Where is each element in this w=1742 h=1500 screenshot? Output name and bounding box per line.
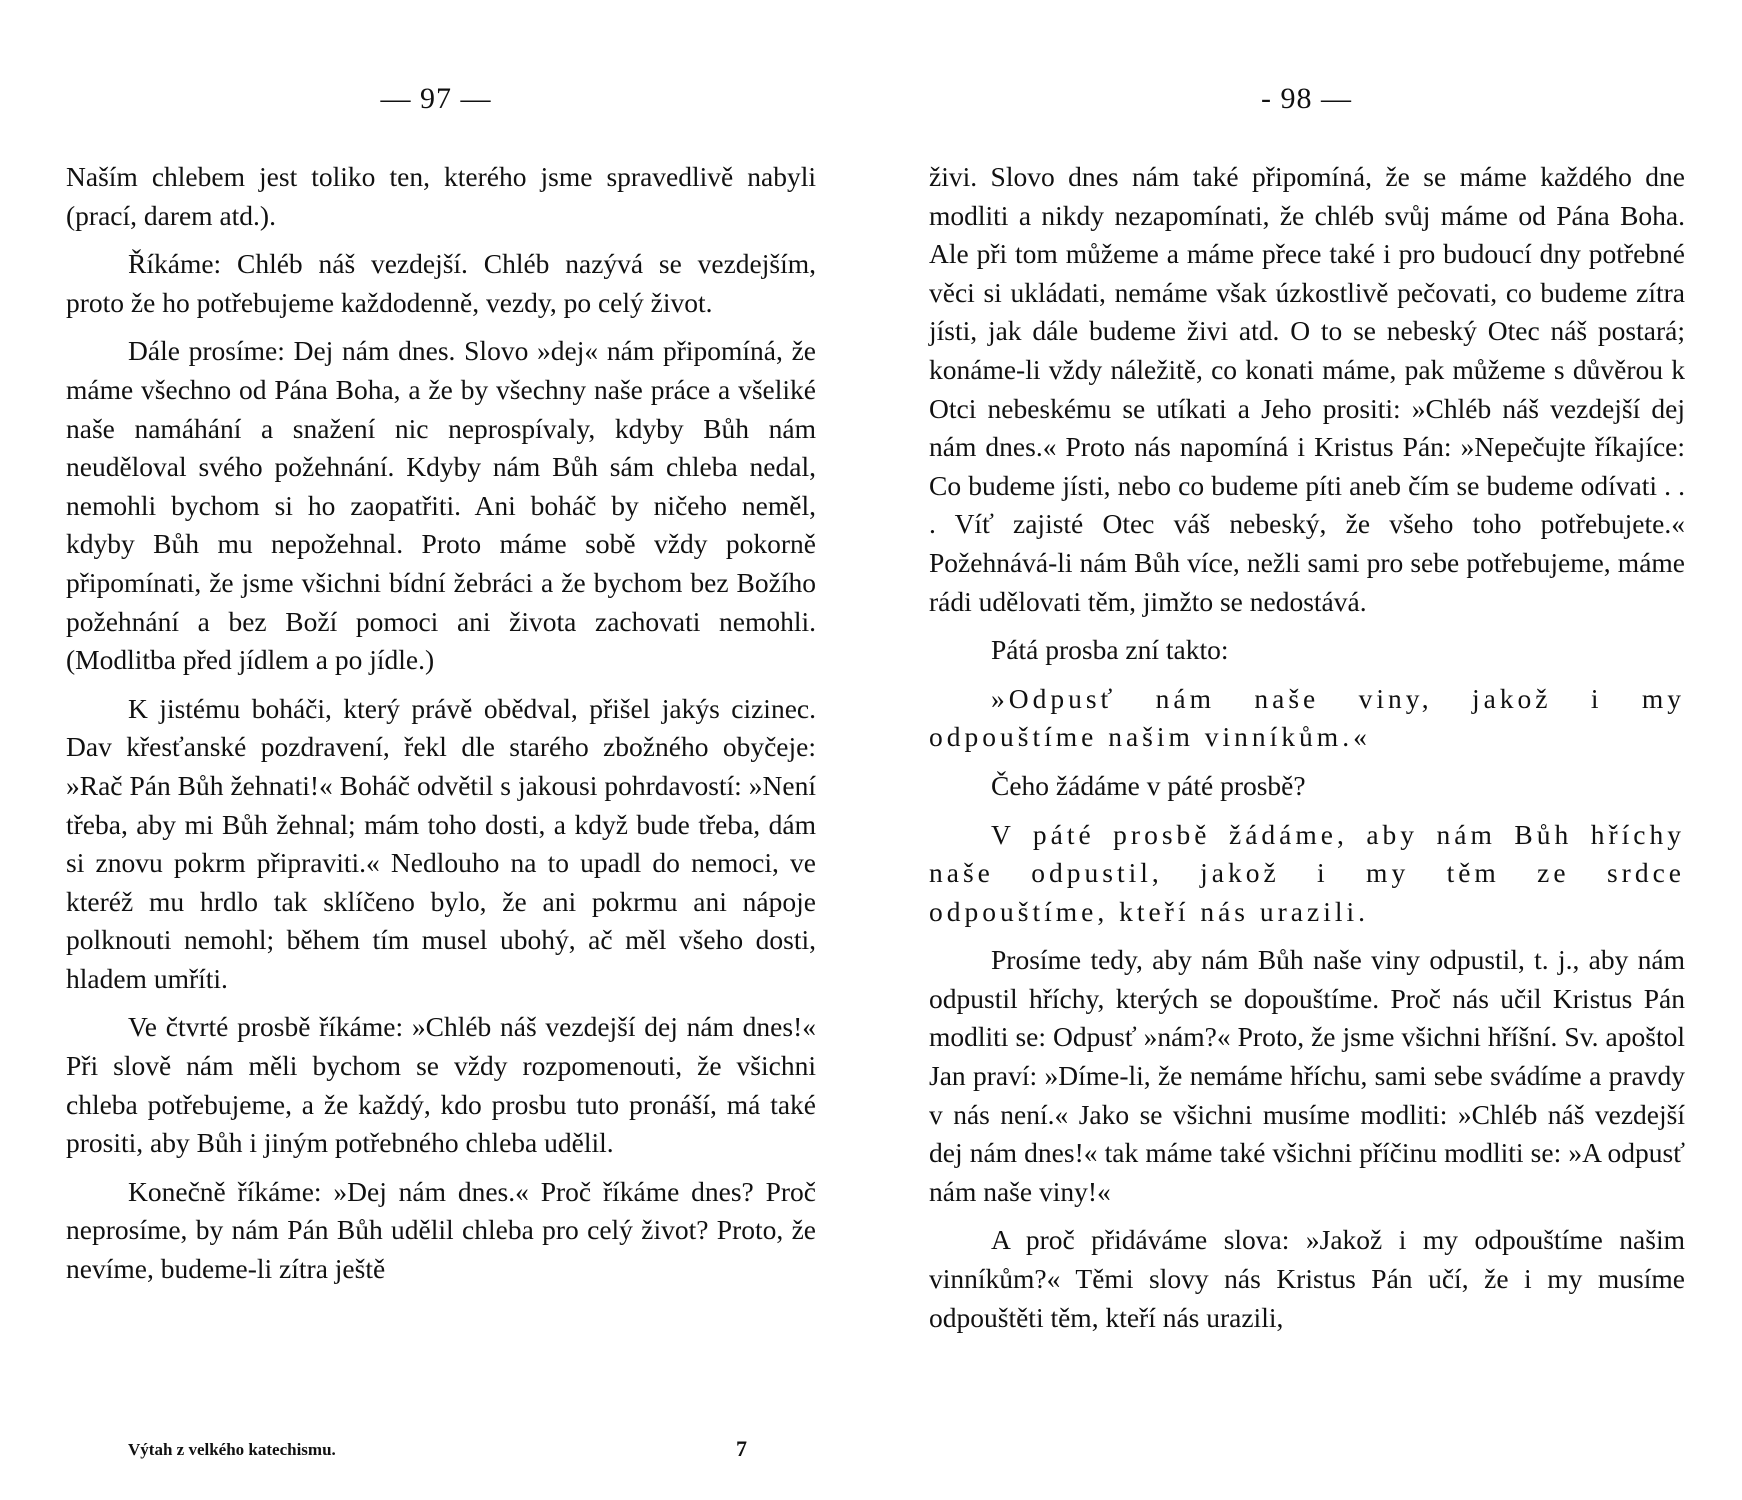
right-page (871, 0, 1742, 1500)
paragraph: Pátá prosba zní takto: (991, 634, 1229, 666)
paragraph: Čeho žádáme v páté prosbě? (991, 769, 1306, 801)
paragraph: V páté prosbě žádáme, aby nám Bůh hříchy naše odpustil, jakož i my těm ze srdce odpouštíme, kteří nás urazili. (929, 818, 1685, 927)
footer-title: Výtah z velkého katechismu. (128, 1440, 336, 1459)
page-number: - 98 — (1261, 82, 1352, 115)
paragraph: Konečně říkáme: »Dej nám dnes.« Proč říkáme dnes? Proč neprosíme, by nám Pán Bůh udělil chleba pro celý život? Proto, že nevíme, budeme-li zítra ještě (66, 1175, 816, 1285)
page-text (929, 158, 1685, 1347)
footer (128, 1436, 768, 1461)
paragraph: A proč přidáváme slova: »Jakož i my odpouštíme našim vinníkům?« Těmi slovy nás Kristus Pán učí, že i my musíme odpouštěti těm, kteří nás urazili, (929, 1224, 1685, 1333)
page-number: — 97 — (380, 82, 492, 115)
paragraph: Naším chlebem jest toliko ten, kterého jsme spravedlivě nabyli (prací, darem atd.). (66, 161, 816, 231)
paragraph: Ve čtvrté prosbě říkáme: »Chléb náš vezdejší dej nám dnes!« Při slově nám měli bychom se vždy rozpomenouti, že všichni chleba potřebujeme, a že každý, kdo prosbu tuto pronáší, má také prositi, aby Bůh i jiným potřebného chleba udělil. (66, 1011, 816, 1159)
paragraph: Říkáme: Chléb náš vezdejší. Chléb nazývá se vezdejším, proto že ho potřebujeme každodenně, vezdy, po celý život. (66, 248, 816, 318)
paragraph: K jistému boháči, který právě obědval, přišel jakýs cizinec. Dav křesťanské pozdravení, řekl dle starého zbožného obyčeje: »Rač Pán Bůh žehnati!« Boháč odvětil s jakousi pohrdavostí: »Není třeba, aby mi Bůh žehnal; mám toho dosti, a když bude třeba, dám si znovu pokrm připraviti.« Nedlouho na to upadl do nemoci, ve kteréž mu hrdlo tak sklíčeno bylo, že ani pokrmu ani nápoje polknouti nemohl; během tím musel ubohý, ač měl všeho dosti, hladem umříti. (66, 692, 816, 994)
page-text (66, 158, 816, 1299)
paragraph: živi. Slovo dnes nám také připomíná, že se máme každého dne modliti a nikdy nezapomínati, že chléb svůj máme od Pána Boha. Ale při tom můžeme a máme přece také i pro budoucí dny potřebné věci si ukládati, nemáme však úzkostlivě pečovati, co budeme zítra jísti, jak dále budeme živi atd. O to se nebeský Otec náš postará; konáme-li vždy náležitě, co konati máme, pak můžeme s důvěrou k Otci nebeskému se utíkati a Jeho prositi: »Chléb náš vezdejší dej nám dnes.« Proto nás napomíná i Kristus Pán: »Nepečujte říkajíce: Co budeme jísti, nebo co budeme píti aneb čím se budeme odívati . . . Víť zajisté Otec váš nebeský, že všeho toho potřebujete.« Požehnává-li nám Bůh více, nežli sami pro sebe potřebujeme, máme rádi udělovati těm, jimžto se nedostává. (929, 161, 1685, 617)
paragraph: Dále prosíme: Dej nám dnes. Slovo »dej« nám připomíná, že máme všechno od Pána Boha, a že by všechny naše práce a všeliké naše namáhání a snažení nic neprospívaly, kdyby Bůh nám neuděloval svého požehnání. Kdyby nám Bůh sám chleba nedal, nemohli bychom si ho zaopatřiti. Ani boháč by ničeho neměl, kdyby Bůh mu nepožehnal. Proto máme sobě vždy pokorně připomínati, že jsme všichni bídní žebráci a že bychom bez Božího požehnání a bez Boží pomoci ani života zachovati nemohli. (Modlitba před jídlem a po jídle.) (66, 335, 816, 676)
paragraph: »Odpusť nám naše viny, jakož i my odpouštíme našim vinníkům.« (929, 682, 1685, 753)
paragraph: Prosíme tedy, aby nám Bůh naše viny odpustil, t. j., aby nám odpustil hříchy, kterých se dopouštíme. Proč nás učil Kristus Pán modliti se: Odpusť »nám?« Proto, že jsme všichni hříšní. Sv. apoštol Jan praví: »Díme-li, že nemáme hříchu, sami sebe svádíme a pravdy v nás není.« Jako se všichni musíme modliti: »Chléb náš vezdejší dej nám dnes!« tak máme také všichni příčinu modliti se: »A odpusť nám naše viny!« (929, 944, 1685, 1207)
signature-mark: 7 (736, 1436, 747, 1461)
